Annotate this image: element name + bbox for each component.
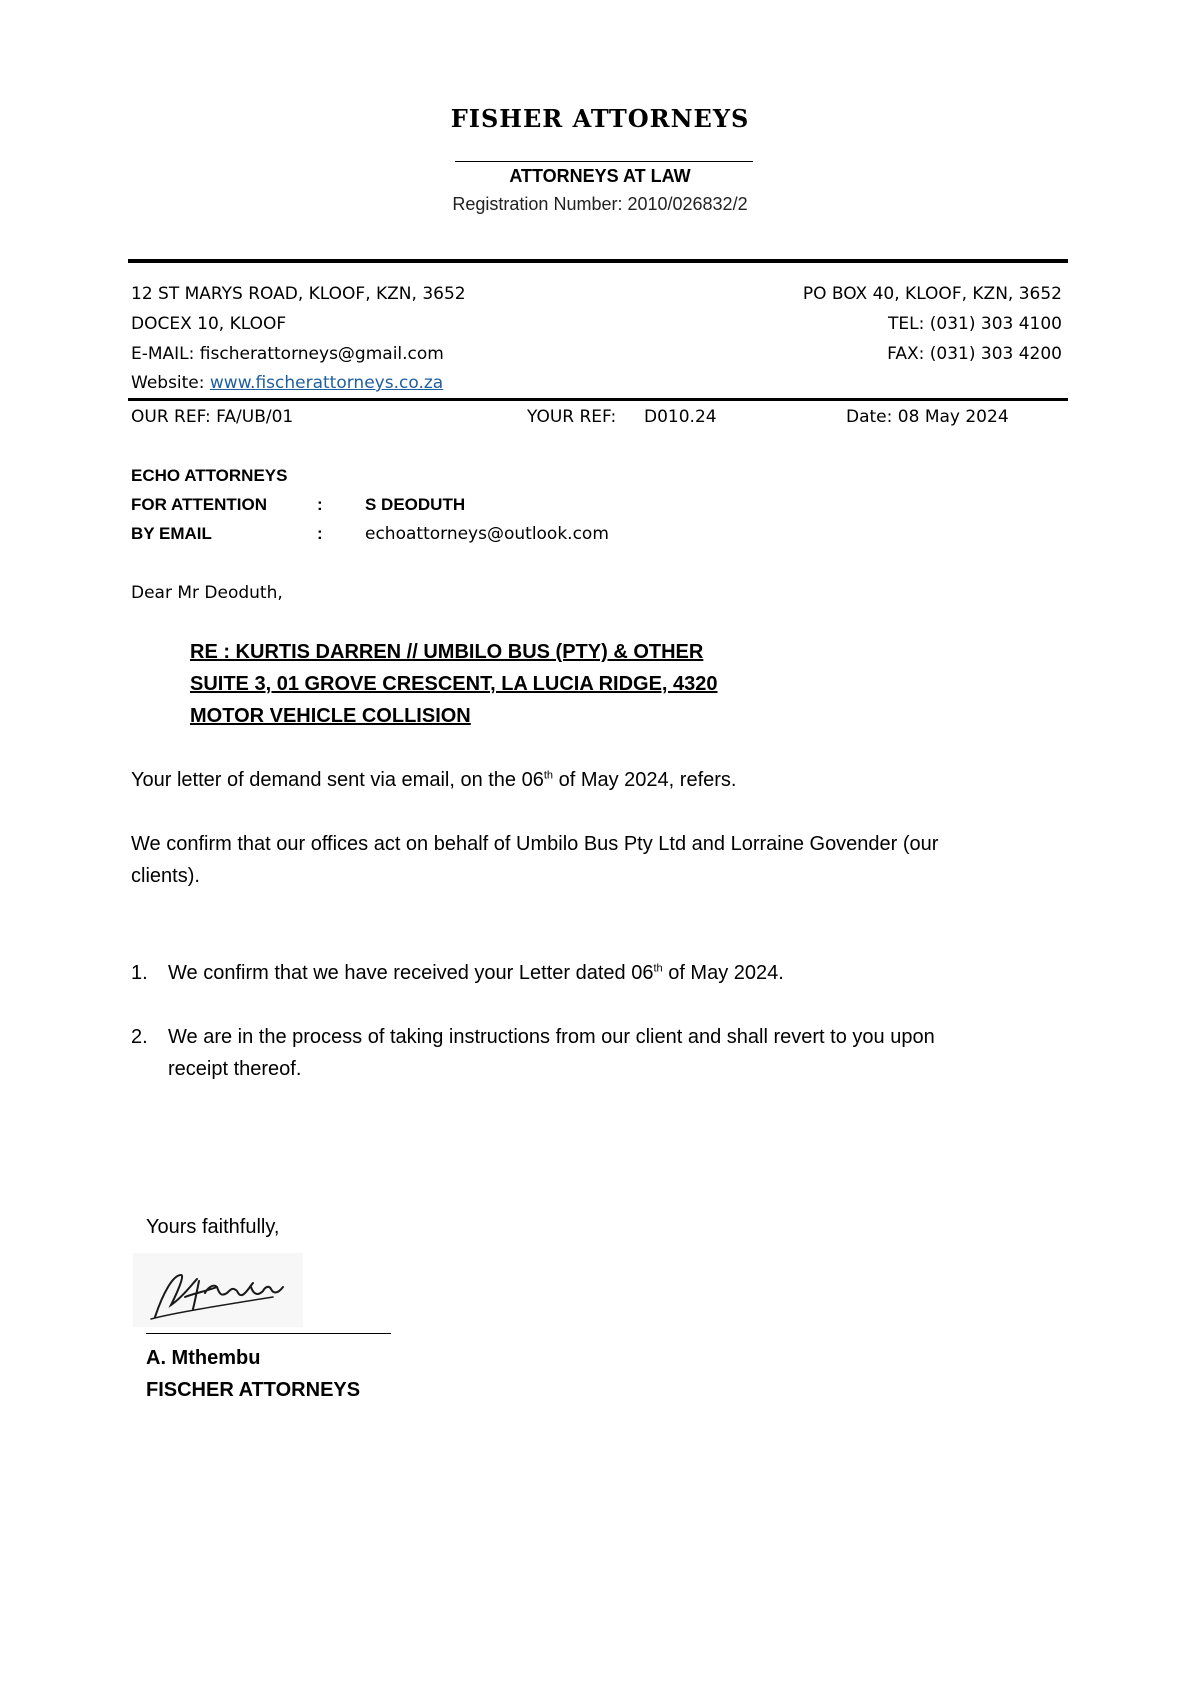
paragraph-1-sup: th — [543, 769, 554, 782]
attention-label: FOR ATTENTION — [131, 495, 267, 514]
your-ref: D010.24 — [644, 407, 717, 427]
header-rule-top — [128, 259, 1068, 263]
attention-name: S DEODUTH — [365, 495, 466, 514]
email-label: E-MAIL: — [131, 344, 195, 364]
docex: DOCEX 10, KLOOF — [131, 314, 287, 334]
list-item-1 — [168, 962, 784, 985]
paragraph-2-line-1: We confirm that our offices act on behalf of Umbilo Bus Pty Ltd and Lorraine Govender (our — [131, 833, 939, 855]
list-item-1-text-b: of May 2024. — [662, 962, 784, 984]
website-line — [131, 373, 443, 393]
list-item-1-sup: th — [653, 962, 663, 975]
signatory-name: A. Mthembu — [146, 1347, 261, 1369]
paragraph-1-text-a: Your letter of demand sent via email, on the 06 — [131, 769, 544, 791]
by-email-colon: : — [317, 524, 323, 543]
by-email-label: BY EMAIL — [131, 524, 212, 543]
signature-icon — [133, 1253, 303, 1327]
website-label: Website: — [131, 373, 205, 393]
paragraph-1-text-b: of May 2024, refers. — [553, 769, 737, 791]
fax: FAX: (031) 303 4200 — [887, 344, 1062, 364]
po-box: PO BOX 40, KLOOF, KZN, 3652 — [802, 284, 1062, 304]
title-divider — [455, 161, 753, 162]
registration-number: Registration Number: 2010/026832/2 — [452, 194, 748, 214]
recipient-email: echoattorneys@outlook.com — [365, 524, 609, 544]
paragraph-2-line-2: clients). — [131, 865, 200, 887]
address-left: 12 ST MARYS ROAD, KLOOF, KZN, 3652 — [131, 284, 466, 304]
header-rule-bottom — [128, 398, 1068, 401]
recipient-name: ECHO ATTORNEYS — [131, 466, 288, 485]
date-value: 08 May 2024 — [897, 407, 1009, 427]
re-line-2: SUITE 3, 01 GROVE CRESCENT, LA LUCIA RIDGE, 4320 — [190, 673, 718, 695]
list-item-2-number: 2. — [131, 1026, 148, 1048]
valediction: Yours faithfully, — [146, 1216, 280, 1238]
email-address: fischerattorneys@gmail.com — [199, 344, 444, 364]
telephone: TEL: (031) 303 4100 — [888, 314, 1062, 334]
your-ref-label: YOUR REF: — [527, 407, 617, 427]
firm-name: FISHER ATTORNEYS — [450, 104, 750, 133]
list-item-2-line-1: We are in the process of taking instructions from our client and shall revert to you upon — [168, 1026, 935, 1048]
list-item-1-text-a: We confirm that we have received your Letter dated 06 — [168, 962, 654, 984]
email-line — [131, 344, 444, 364]
date-label: Date: — [846, 407, 893, 427]
website-link[interactable]: www.fischerattorneys.co.za — [209, 373, 444, 393]
paragraph-1 — [131, 769, 736, 792]
re-line-3: MOTOR VEHICLE COLLISION — [190, 705, 471, 727]
attention-colon: : — [317, 495, 323, 514]
signatory-firm: FISCHER ATTORNEYS — [146, 1379, 361, 1401]
our-ref: OUR REF: FA/UB/01 — [131, 407, 294, 427]
tagline: ATTORNEYS AT LAW — [509, 166, 691, 186]
signature-image — [133, 1253, 303, 1327]
list-item-1-number: 1. — [131, 962, 148, 984]
salutation: Dear Mr Deoduth, — [131, 583, 283, 603]
date-line — [846, 407, 1009, 427]
re-line-1: RE : KURTIS DARREN // UMBILO BUS (PTY) & OTHER — [190, 641, 704, 663]
signature-line — [146, 1333, 391, 1334]
list-item-2-line-2: receipt thereof. — [168, 1058, 302, 1080]
